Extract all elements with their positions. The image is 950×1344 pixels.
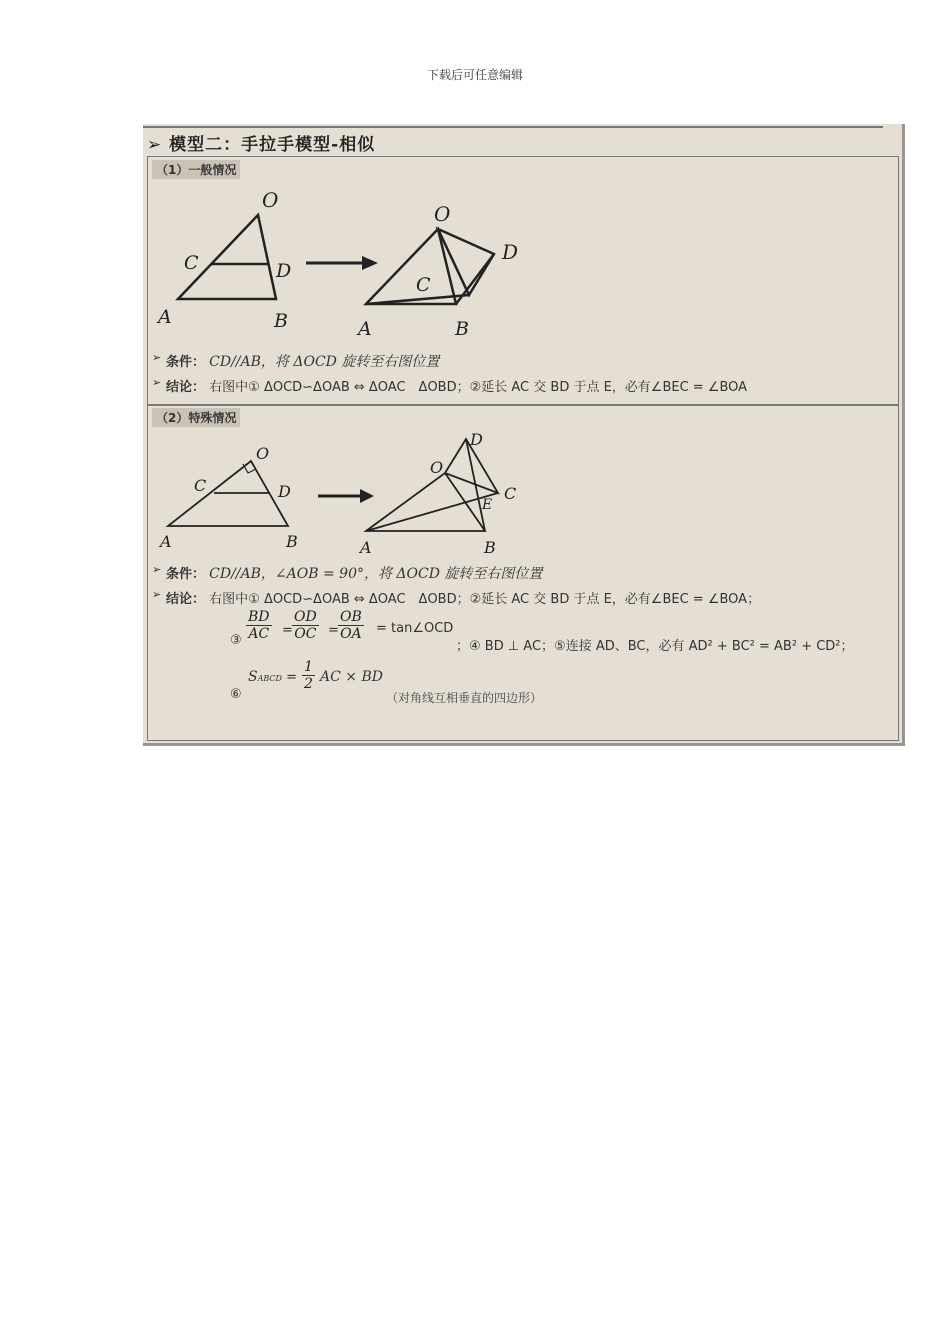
condition-key: 条件： bbox=[166, 355, 206, 370]
area-note: （对角线互相垂直的四边形） bbox=[386, 691, 543, 705]
label-b-2: B bbox=[286, 532, 298, 551]
arrow-head-2 bbox=[360, 489, 374, 503]
label-b-right-2: B bbox=[484, 538, 496, 557]
general-case-label: （1）一般情况 bbox=[152, 160, 240, 179]
condition-text: CD//AB，将 ΔOCD 旋转至右图位置 bbox=[209, 354, 440, 370]
general-case-box bbox=[147, 156, 899, 406]
label-c-right-2: C bbox=[504, 484, 517, 503]
item3-num: ③ bbox=[230, 633, 242, 648]
label-e-right-2: E bbox=[482, 497, 493, 513]
special-case-box bbox=[147, 404, 899, 741]
label-a-right-2: A bbox=[360, 538, 372, 557]
condition-key-2: 条件： bbox=[166, 567, 206, 582]
label-o-right: O bbox=[434, 202, 451, 226]
conclusion-key: 结论： bbox=[166, 380, 206, 395]
special-case-diagram bbox=[148, 423, 898, 573]
area-rhs: AC × BD bbox=[320, 669, 383, 685]
label-a: A bbox=[158, 306, 172, 328]
item6-num: ⑥ bbox=[230, 687, 242, 702]
label-d-2: D bbox=[278, 482, 291, 501]
section-title: ➢ 模型二：手拉手模型-相似 bbox=[147, 135, 376, 155]
conclusion-row-1: ➢ 结论： 右图中① ΔOCD∽ΔOAB ⇔ ΔOAC ΔOBD；②延长 AC 交 BD 于点 E，必有∠BEC = ∠BOA bbox=[152, 376, 748, 395]
fraction-one-half: $\frac{1}{2}$ bbox=[304, 659, 313, 692]
label-c-2: C bbox=[194, 476, 207, 495]
label-d: D bbox=[276, 260, 292, 282]
fraction-ob-oa: $\frac{OB}{OA}$ bbox=[340, 609, 362, 642]
fraction-bd-ac: $\frac{BD}{AC}$ bbox=[248, 609, 270, 642]
label-c: C bbox=[184, 252, 199, 274]
label-o: O bbox=[262, 188, 279, 212]
tan-expression: = tan∠OCD bbox=[376, 621, 454, 636]
label-b: B bbox=[274, 310, 288, 332]
condition-text-2: CD//AB，∠AOB = 90°，将 ΔOCD 旋转至右图位置 bbox=[209, 566, 543, 582]
label-o-2: O bbox=[256, 444, 270, 463]
fraction-od-oc: $\frac{OD}{OC}$ bbox=[294, 609, 317, 642]
segment-oc bbox=[438, 229, 469, 295]
equals-2: = bbox=[328, 623, 339, 638]
segment-ac bbox=[366, 295, 469, 304]
area-formula: SABCD = bbox=[248, 669, 297, 685]
label-b-right: B bbox=[455, 318, 469, 340]
conclusion-row-2: ➢ 结论： 右图中① ΔOCD∽ΔOAB ⇔ ΔOAC ΔOBD；②延长 AC 交 BD 于点 E，必有∠BEC = ∠BOA； bbox=[152, 588, 761, 607]
conclusion-key-2: 结论： bbox=[166, 592, 206, 607]
label-d-right-2: D bbox=[470, 430, 483, 449]
scanned-figure bbox=[143, 124, 905, 746]
arrow-head bbox=[362, 256, 378, 270]
label-a-right: A bbox=[358, 318, 372, 340]
conclusion-text: 右图中① ΔOCD∽ΔOAB ⇔ ΔOAC ΔOBD；②延长 AC 交 BD 于点 E，必有∠BEC = ∠BOA bbox=[209, 380, 748, 395]
general-case-diagram bbox=[148, 177, 898, 352]
top-rule bbox=[143, 126, 883, 128]
label-d-right: D bbox=[502, 240, 519, 264]
label-o-right-2: O bbox=[430, 458, 444, 477]
conclusion-text-2: 右图中① ΔOCD∽ΔOAB ⇔ ΔOAC ΔOBD；②延长 AC 交 BD 于点 E，必有∠BEC = ∠BOA； bbox=[209, 592, 761, 607]
label-c-right: C bbox=[416, 274, 431, 296]
equals-1: = bbox=[282, 623, 293, 638]
condition-row-2: ➢ 条件： CD//AB，∠AOB = 90°，将 ΔOCD 旋转至右图位置 bbox=[152, 563, 543, 582]
condition-row-1: ➢ 条件： CD//AB，将 ΔOCD 旋转至右图位置 bbox=[152, 351, 440, 370]
label-a-2: A bbox=[160, 532, 172, 551]
items-4-5: ；④ BD ⊥ AC；⑤连接 AD、BC，必有 AD² + BC² = AB² + CD²； bbox=[456, 639, 854, 654]
special-case-label: （2）特殊情况 bbox=[152, 408, 240, 427]
page-header: 下载后可任意编辑 bbox=[426, 68, 523, 82]
